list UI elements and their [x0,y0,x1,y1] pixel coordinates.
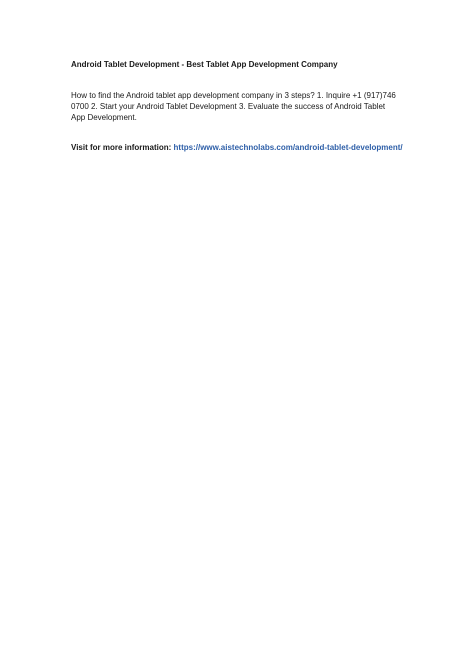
body-line-2: 0700 2. Start your Android Tablet Development 3. Evaluate the success of Android Tablet [71,102,386,111]
visit-info [71,142,411,153]
document-body-paragraph [71,90,411,123]
body-line-1: How to find the Android tablet app development company in 3 steps? 1. Inquire +1 (917)746 [71,91,396,100]
document-title: Android Tablet Development - Best Tablet App Development Company [71,60,338,69]
document-content [71,59,411,153]
website-link[interactable]: https://www.aistechnolabs.com/android-tablet-development/ [173,143,403,152]
visit-label: Visit for more information: [71,143,172,152]
body-line-3: App Development. [71,113,137,122]
